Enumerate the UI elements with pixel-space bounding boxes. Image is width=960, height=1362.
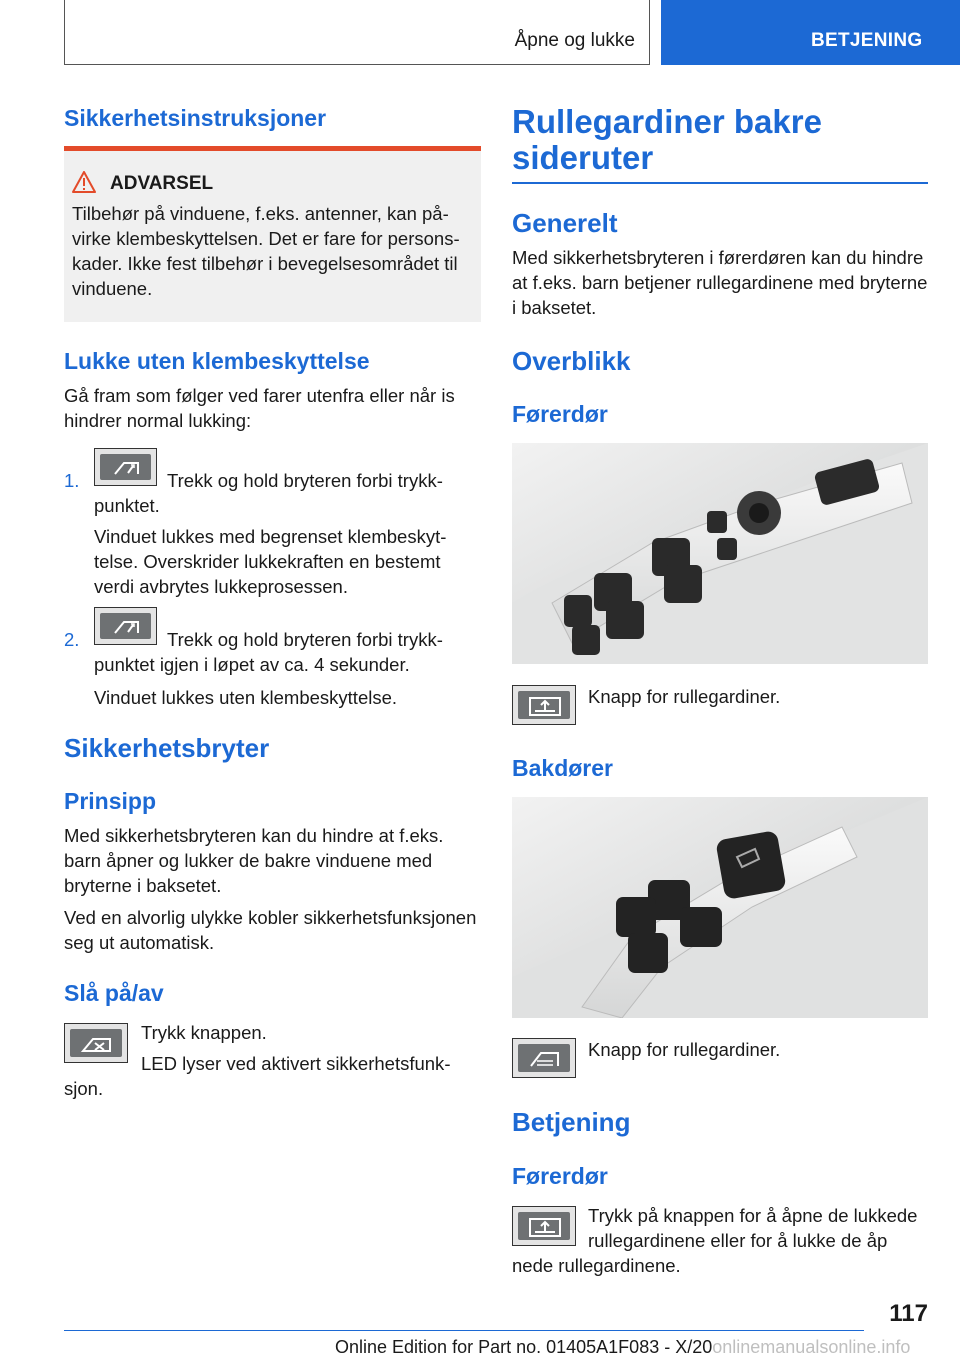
footer-edition [335,1337,910,1358]
on-off-text-1: Trykk knappen. [141,1022,267,1043]
page-title-line-2: sideruter [512,139,654,176]
sunblind-button-icon [512,685,576,725]
principle-text-1: Med sikkerhetsbryteren kan du hindre at f.eks. barn åpner og lukker de bakre vinduene med bryterne i baksetet. [64,825,444,896]
warning-text: Tilbehør på vinduene, f.eks. antenner, kan påvirke klembeskyttelsen. Det er fare for personskader. Ikke fest tilbehør i bevegelsesområdet til vinduene. [72,203,460,299]
heading-driver-door: Førerdør [512,401,608,427]
operation-text-a: Trykk på knappen for å åpne de lukkede rullegardinene eller for å lukke de åp [588,1205,918,1251]
heading-overview: Overblikk [512,346,631,376]
caption-driver-door: Knapp for rullegardiner. [588,686,781,707]
header-chapter-title: BETJENING [811,30,923,51]
principle-text-2: Ved en alvorlig ulykke kobler sikkerhetsfunksjonen seg ut automatisk. [64,907,477,953]
rear-door-photo [512,797,928,1018]
footer-rule [64,1330,864,1331]
warning-box [64,146,481,322]
heading-safety: Sikkerhetsinstruksjoner [64,105,327,131]
title-rule [512,182,928,184]
page-number: 117 [889,1300,928,1327]
step-2-number: 2. [64,629,80,650]
footer-edition-text: Online Edition for Part no. 01405A1F083 - X/20 [335,1337,713,1357]
heading-on-off: Slå på/av [64,980,164,1006]
heading-rear-doors: Bakdører [512,755,613,781]
general-text: Med sikkerhetsbryteren i førerdøren kan du hindre at f.eks. barn betjener rullegardinene med bryterne i baksetet. [512,247,928,318]
footer-watermark[interactable]: onlinemanualsonline.info [712,1337,911,1357]
heading-principle: Prinsipp [64,788,157,814]
caption-rear-doors: Knapp for rullegardiner. [588,1039,781,1060]
header-chapter-tab [661,0,960,65]
page-title [512,104,928,176]
step-2-text: Trekk og hold bryteren forbi trykkpunktet igjen i løpet av ca. 4 sekunder. [94,629,443,675]
header-section-title: Åpne og lukke [514,30,635,51]
rear-window-switch-icon [512,1038,576,1078]
heading-driver-door-2: Førerdør [512,1163,608,1189]
sunblind-button-icon [512,1206,576,1246]
close-intro-text: Gå fram som følger ved farer utenfra eller når is hindrer normal lukking: [64,385,455,431]
heading-safety-switch: Sikkerhetsbryter [64,733,270,763]
step-1-number: 1. [64,470,80,491]
step-1-text: Trekk og hold bryteren forbi trykkpunktet. [94,470,443,516]
warning-triangle-icon [72,171,96,193]
header-section-box [64,0,650,65]
warning-title: ADVARSEL [110,173,214,194]
heading-close-without-protection: Lukke uten klembeskyttelse [64,348,370,374]
driver-door-photo [512,443,928,664]
page-title-line-1: Rullegardiner bakre [512,103,822,140]
operation-text-b: nede rullegardinene. [512,1255,681,1276]
step-1-note: Vinduet lukkes med begrenset klembeskyttelse. Overskrider lukkekraften en bestemt verdi avbrytes lukkeprosessen. [94,526,447,597]
heading-operation: Betjening [512,1107,631,1137]
step-2-note: Vinduet lukkes uten klembeskyttelse. [94,687,398,708]
heading-general: Generelt [512,208,618,238]
on-off-text-2: LED lyser ved aktivert sikkerhetsfunksjon. [64,1053,451,1099]
